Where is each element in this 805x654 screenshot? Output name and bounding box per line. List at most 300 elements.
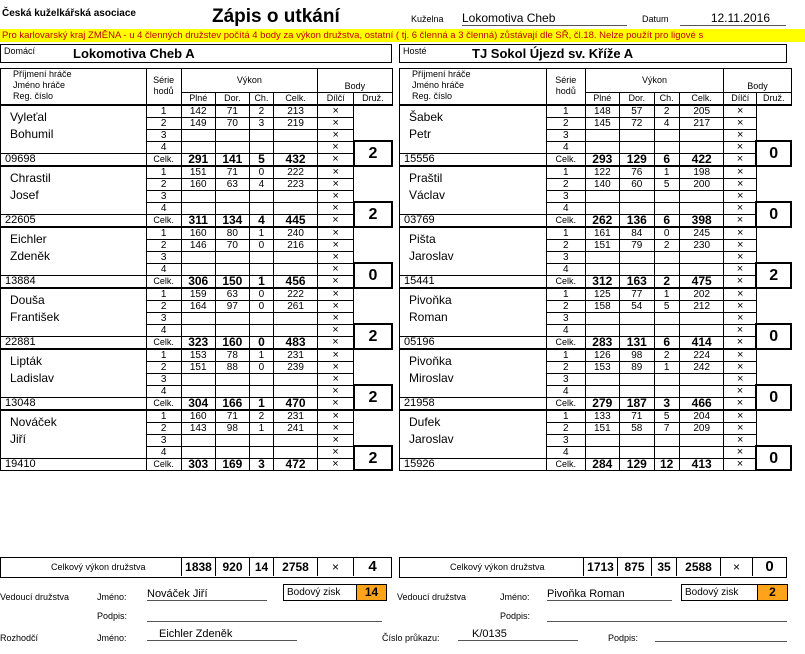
team-point-space [756,105,791,142]
series-number: 4 [146,263,181,275]
partial-point-mark: × [724,373,756,385]
player-first-name: Roman [400,312,547,336]
series-value: 63 [215,178,249,190]
team-point-value: 0 [756,141,791,166]
series-value [249,434,273,446]
partial-point-mark: × [724,263,756,275]
player-total-value: 323 [181,336,215,349]
series-number: 2 [547,300,586,312]
series-value [181,312,215,324]
home-results-table [0,68,393,471]
player-total-value: 166 [215,397,249,410]
player-total-value: 6 [654,336,679,349]
series-value: 72 [620,117,654,129]
guest-total-miss: 35 [651,558,676,576]
home-total-row [0,557,392,578]
partial-point-mark: × [724,349,756,362]
partial-point-mark: × [318,202,354,214]
series-value [585,190,619,202]
series-number: 3 [547,434,586,446]
series-value [249,312,273,324]
series-value: 54 [620,300,654,312]
series-value [654,373,679,385]
series-number: 1 [146,166,181,179]
table-row [1,105,393,118]
player-total-value: 129 [620,153,654,166]
series-value [585,434,619,446]
series-number: 1 [547,410,586,423]
player-total-value: 472 [273,458,317,470]
partial-point-mark: × [724,117,756,129]
player-surname: Vyleťal [1,105,147,130]
series-value [273,141,317,153]
home-total-miss: 14 [249,558,273,576]
series-number: 1 [146,227,181,240]
series-value: 151 [181,361,215,373]
partial-point-mark: × [724,434,756,446]
organization-name: Česká kuželkářská asociace [2,8,136,19]
series-value [273,190,317,202]
player-reg-number: 03769 [400,214,547,227]
series-value [585,251,619,263]
partial-point-mark: × [318,385,354,397]
table-row [400,458,792,470]
series-value [679,141,724,153]
table-row [1,397,393,410]
series-value: 4 [249,178,273,190]
date-value: 12.11.2016 [680,11,786,26]
series-value: 133 [585,410,619,423]
series-value: 1 [249,422,273,434]
partial-point-mark: × [318,227,354,240]
series-value: 71 [215,410,249,423]
partial-point-mark: × [724,141,756,153]
home-total-full: 1838 [181,558,215,576]
player-total-value: 306 [181,275,215,288]
series-value [654,385,679,397]
player-header-3: Reg. číslo [412,91,453,101]
partial-point-mark: × [724,166,756,179]
series-number: 3 [146,129,181,141]
player-total-label: Celk. [146,336,181,349]
player-total-label: Celk. [146,214,181,227]
partial-point-mark: × [318,373,354,385]
player-total-value: 141 [215,153,249,166]
partial-point-mark: × [318,397,354,410]
player-total-label: Celk. [146,458,181,470]
partial-point-mark: × [724,214,756,227]
home-total-mark: × [317,558,353,576]
partial-point-mark: × [724,385,756,397]
series-value [249,202,273,214]
series-value [585,129,619,141]
partial-column-header: Dílčí [318,92,354,105]
player-total-value: 0 [249,336,273,349]
series-value [654,324,679,336]
series-value [679,446,724,458]
player-total-label: Celk. [547,275,586,288]
table-row [400,336,792,349]
series-value: 0 [249,166,273,179]
player-total-value: 445 [273,214,317,227]
partial-point-mark: × [318,458,354,470]
series-value [273,129,317,141]
home-captain-sign-label: Podpis: [97,611,128,621]
partial-point-mark: × [724,288,756,301]
series-value [249,251,273,263]
player-surname: Dufek [400,410,547,435]
table-row [1,312,393,324]
miss-column-header: Ch. [249,92,273,105]
series-number: 4 [547,202,586,214]
series-value [249,373,273,385]
player-total-value: 398 [679,214,724,227]
series-value [273,446,317,458]
table-row [1,434,393,446]
partial-point-mark: × [724,422,756,434]
player-first-name: Jiří [1,434,147,458]
series-value: 222 [273,288,317,301]
series-value: 140 [585,178,619,190]
partial-point-mark: × [318,190,354,202]
series-value: 0 [249,288,273,301]
player-column-header [400,69,547,105]
series-value [215,446,249,458]
referee-label: Rozhodčí [0,633,39,643]
series-header [146,69,181,105]
home-bonus-box [283,584,387,601]
home-captain-label: Vedoucí družstva [0,592,70,602]
series-value [620,190,654,202]
guest-total-sum: 2588 [676,558,720,576]
series-number: 1 [547,105,586,118]
partial-point-mark: × [724,105,756,118]
total-column-header: Celk. [679,92,724,105]
table-row [400,105,792,118]
home-captain-name: Nováček Jiří [147,588,267,601]
rules-notice: Pro karlovarský kraj ZMĚNA - u 4 členných družstev počítá 4 body za výkon družstva, ostatní ( tj. 6 členná a 3 členná) zůstávají dle SŘ, čl.18. Nelze použít pro ligové s [0,29,805,42]
player-total-value: 4 [249,214,273,227]
player-total-value: 1 [249,275,273,288]
guest-total-points: 0 [752,558,786,576]
series-value: 146 [181,239,215,251]
series-value: 159 [181,288,215,301]
venue-value: Lokomotiva Cheb [462,11,627,26]
series-value [273,385,317,397]
guest-captain-label: Vedoucí družstva [397,592,467,602]
guest-total-full: 1713 [583,558,617,576]
player-total-value: 1 [249,397,273,410]
partial-point-mark: × [318,178,354,190]
series-value [273,434,317,446]
series-value: 1 [654,166,679,179]
series-value [215,202,249,214]
series-value [679,385,724,397]
series-value: 222 [273,166,317,179]
series-value: 204 [679,410,724,423]
player-reg-number: 13884 [1,275,147,288]
table-row [400,227,792,240]
series-value [273,373,317,385]
referee-sign-label: Podpis: [608,633,639,643]
partial-point-mark: × [724,324,756,336]
series-number: 1 [547,288,586,301]
player-total-value: 475 [679,275,724,288]
series-value [620,446,654,458]
partial-point-mark: × [318,312,354,324]
player-total-value: 3 [249,458,273,470]
player-total-value: 422 [679,153,724,166]
guest-captain-name: Pivoňka Roman [547,588,672,601]
series-value: 242 [679,361,724,373]
series-value: 202 [679,288,724,301]
series-value [215,385,249,397]
player-total-value: 470 [273,397,317,410]
series-value: 216 [273,239,317,251]
player-header-1: Příjmení hráče [412,69,471,79]
table-row [400,397,792,410]
player-total-value: 312 [585,275,619,288]
partial-point-mark: × [318,129,354,141]
partial-point-mark: × [318,166,354,179]
series-value: 58 [620,422,654,434]
series-value: 213 [273,105,317,118]
player-total-value: 414 [679,336,724,349]
series-header [547,69,586,105]
table-row [1,458,393,470]
guest-team-header [399,44,787,63]
player-first-name: Bohumil [1,129,147,153]
player-total-value: 150 [215,275,249,288]
partial-point-mark: × [318,263,354,275]
player-surname: Praštil [400,166,547,191]
series-value [215,434,249,446]
series-value: 212 [679,300,724,312]
team-point-space [756,166,791,203]
team-point-value: 2 [354,141,392,166]
referee-signature[interactable] [655,628,787,642]
series-value [654,190,679,202]
player-reg-number: 19410 [1,458,147,470]
player-total-value: 303 [181,458,215,470]
player-first-name: Zdeněk [1,251,147,275]
series-value: 89 [620,361,654,373]
series-value [585,312,619,324]
series-value [181,202,215,214]
series-value: 219 [273,117,317,129]
guest-captain-signature[interactable] [547,608,787,622]
table-row [400,251,792,263]
table-row [400,214,792,227]
series-number: 4 [547,263,586,275]
partial-column-header: Dílčí [724,92,756,105]
full-column-header: Plné [181,92,215,105]
player-surname: Pivoňka [400,288,547,313]
player-total-value: 163 [620,275,654,288]
team-point-space [756,227,791,264]
player-header-3: Reg. číslo [13,91,54,101]
date-label: Datum [642,14,669,24]
partial-point-mark: × [318,153,354,166]
player-total-value: 6 [654,153,679,166]
partial-point-mark: × [724,227,756,240]
player-total-label: Celk. [146,275,181,288]
series-value [181,263,215,275]
series-number: 2 [547,361,586,373]
table-row [1,275,393,288]
series-value [181,251,215,263]
partial-point-mark: × [724,202,756,214]
guest-total-row [399,557,787,578]
partial-point-mark: × [724,129,756,141]
player-total-value: 160 [215,336,249,349]
player-total-value: 413 [679,458,724,470]
team-point-space [756,288,791,325]
referee-card: K/0135 [458,628,578,641]
series-value [679,202,724,214]
series-value [620,385,654,397]
series-value [273,263,317,275]
partial-point-mark: × [318,410,354,423]
player-total-value: 5 [249,153,273,166]
series-value: 239 [273,361,317,373]
series-value: 126 [585,349,619,362]
series-value: 57 [620,105,654,118]
team-point-value: 2 [756,263,791,288]
series-number: 4 [146,141,181,153]
page-title: Zápis o utkání [212,6,340,27]
guest-total-label: Celkový výkon družstva [450,562,545,572]
series-header-2: hodů [555,86,576,97]
table-row [1,349,393,362]
series-value [181,190,215,202]
player-surname: Douša [1,288,147,313]
partial-point-mark: × [724,312,756,324]
series-value [215,324,249,336]
player-surname: Lipták [1,349,147,374]
miss-column-header: Ch. [654,92,679,105]
series-value [249,190,273,202]
table-row [400,349,792,362]
player-total-value: 187 [620,397,654,410]
partial-point-mark: × [318,275,354,288]
series-value: 230 [679,239,724,251]
series-value [620,141,654,153]
partial-point-mark: × [724,251,756,263]
clear-column-header: Dor. [620,92,654,105]
series-number: 4 [547,385,586,397]
player-total-value: 134 [215,214,249,227]
series-number: 2 [547,422,586,434]
team-point-space [354,166,392,203]
series-number: 3 [547,251,586,263]
series-value: 70 [215,117,249,129]
player-first-name: Jaroslav [400,434,547,458]
series-value [215,141,249,153]
performance-header: Výkon [585,69,724,93]
home-total-clear: 920 [215,558,249,576]
series-number: 1 [146,105,181,118]
series-value [585,385,619,397]
series-value: 1 [249,227,273,240]
series-value: 153 [181,349,215,362]
series-value: 2 [654,349,679,362]
table-row [400,410,792,423]
series-value: 209 [679,422,724,434]
table-row [400,190,792,202]
series-number: 4 [547,446,586,458]
partial-point-mark: × [318,300,354,312]
team-point-value: 2 [354,446,392,470]
total-column-header: Celk. [273,92,317,105]
table-row [400,288,792,301]
series-value: 76 [620,166,654,179]
series-value [585,141,619,153]
series-value: 5 [654,178,679,190]
series-value: 224 [679,349,724,362]
series-value [679,190,724,202]
series-value: 1 [654,361,679,373]
table-row [1,288,393,301]
series-value [654,141,679,153]
table-row [1,153,393,166]
home-captain-signature[interactable] [147,608,382,622]
series-value: 0 [654,227,679,240]
home-captain-name-label: Jméno: [97,592,127,602]
team-point-value: 2 [354,324,392,349]
player-total-value: 169 [215,458,249,470]
partial-point-mark: × [724,153,756,166]
full-column-header: Plné [585,92,619,105]
guest-bonus-value: 2 [757,585,787,600]
player-total-value: 432 [273,153,317,166]
home-team-name: Lokomotiva Cheb A [73,46,195,61]
guest-tag: Hosté [403,46,427,56]
table-row [1,373,393,385]
series-number: 3 [146,190,181,202]
team-point-space [354,227,392,264]
player-total-label: Celk. [547,397,586,410]
team-point-value: 0 [756,202,791,227]
guest-bonus-label: Bodový zisk [685,587,739,598]
table-row [1,251,393,263]
series-number: 3 [547,312,586,324]
series-value: 7 [654,422,679,434]
series-value: 164 [181,300,215,312]
table-row [1,190,393,202]
player-total-value: 136 [620,214,654,227]
player-total-value: 304 [181,397,215,410]
series-value: 88 [215,361,249,373]
series-number: 4 [146,202,181,214]
player-reg-number: 13048 [1,397,147,410]
guest-total-mark: × [720,558,752,576]
partial-point-mark: × [724,190,756,202]
team-point-space [756,410,791,447]
player-total-value: 284 [585,458,619,470]
series-value [273,324,317,336]
series-value: 97 [215,300,249,312]
series-value: 161 [585,227,619,240]
series-value [215,129,249,141]
player-reg-number: 09698 [1,153,147,166]
series-value: 60 [620,178,654,190]
series-value: 200 [679,178,724,190]
guest-team-name: TJ Sokol Újezd sv. Kříže A [472,46,634,61]
player-surname: Pivoňka [400,349,547,374]
player-header-1: Příjmení hráče [13,69,72,79]
partial-point-mark: × [724,336,756,349]
